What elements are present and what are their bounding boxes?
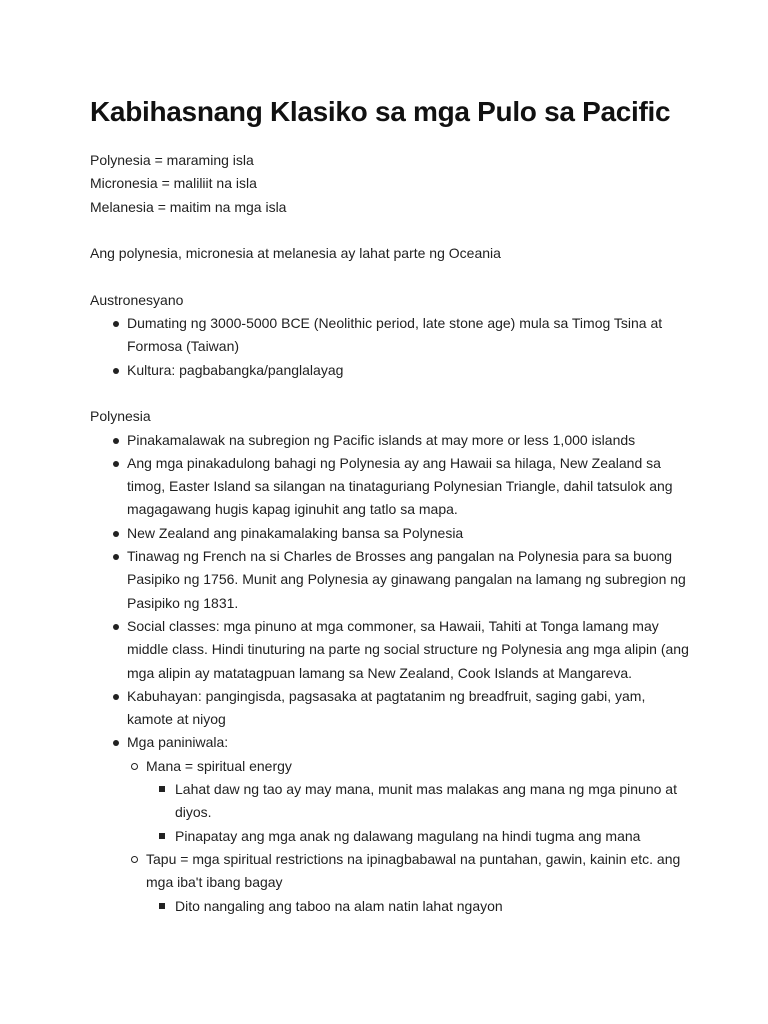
list-item: Kabuhayan: pangingisda, pagsasaka at pagtatanim ng breadfruit, saging gabi, yam, kamote at niyog [90, 685, 690, 732]
spacer [90, 219, 690, 242]
definition-polynesia: Polynesia = maraming isla [90, 152, 254, 168]
list-item: New Zealand ang pinakamalaking bansa sa Polynesia [90, 522, 690, 545]
list-item: Social classes: mga pinuno at mga commoner, sa Hawaii, Tahiti at Tonga lamang may middle class. Hindi tinuturing na parte ng social structure ng Polynesia ang mga alipin (ang mga alipin ay matatagpuan lamang sa New Zealand, Cook Islands at Mangareva. [90, 615, 690, 685]
document-title: Kabihasnang Klasiko sa mga Pulo sa Pacific [90, 96, 671, 127]
document-page [90, 92, 690, 918]
list-item: Kultura: pagbabangka/panglalayag [90, 359, 690, 382]
beliefs-sublist [118, 755, 690, 918]
list-item: Pinakamalawak na subregion ng Pacific islands at may more or less 1,000 islands [90, 429, 690, 452]
oceania-note: Ang polynesia, micronesia at melanesia ay lahat parte ng Oceania [90, 245, 501, 262]
beliefs-item [90, 731, 690, 917]
list-item: Tinawag ng French na si Charles de Brosses ang pangalan na Polynesia para sa buong Pasipiko ng 1756. Munit ang Polynesia ay ginawang pangalan na lamang ng subregion ng Pasipiko ng 1831. [90, 545, 690, 615]
beliefs-label: Mga paniniwala: [127, 734, 229, 751]
definition-melanesia: Melanesia = maitim na mga isla [90, 198, 287, 215]
list-item: Dumating ng 3000-5000 BCE (Neolithic period, late stone age) mula sa Timog Tsina at Formosa (Taiwan) [90, 312, 690, 359]
polynesia-list [90, 429, 690, 918]
austronesyano-list [90, 312, 690, 382]
list-item: Pinapatay ang mga anak ng dalawang magulang na hindi tugma ang mana [146, 825, 690, 848]
spacer [90, 265, 690, 288]
polynesia-heading: Polynesia [90, 408, 151, 425]
tapu-sublist [146, 895, 690, 918]
list-item: Dito nangaling ang taboo na alam natin lahat ngayon [146, 895, 690, 918]
mana-label: Mana = spiritual energy [146, 757, 292, 774]
austronesyano-heading: Austronesyano [90, 291, 184, 308]
spacer [90, 382, 690, 405]
mana-item [118, 755, 690, 848]
list-item: Ang mga pinakadulong bahagi ng Polynesia ay ang Hawaii sa hilaga, New Zealand sa timog, Easter Island sa silangan na tinataguriang Polynesian Triangle, dahil tatsulok ang magagawang hugis kapag iginuhit ang tatlo sa mapa. [90, 452, 690, 522]
list-item: Lahat daw ng tao ay may mana, munit mas malakas ang mana ng mga pinuno at diyos. [146, 778, 690, 825]
mana-sublist [146, 778, 690, 848]
definition-micronesia: Micronesia = maliliit na isla [90, 175, 257, 192]
tapu-label: Tapu = mga spiritual restrictions na ipinagbabawal na puntahan, gawin, kainin etc. ang mga iba't ibang bagay [146, 850, 681, 891]
tapu-item [118, 848, 690, 918]
